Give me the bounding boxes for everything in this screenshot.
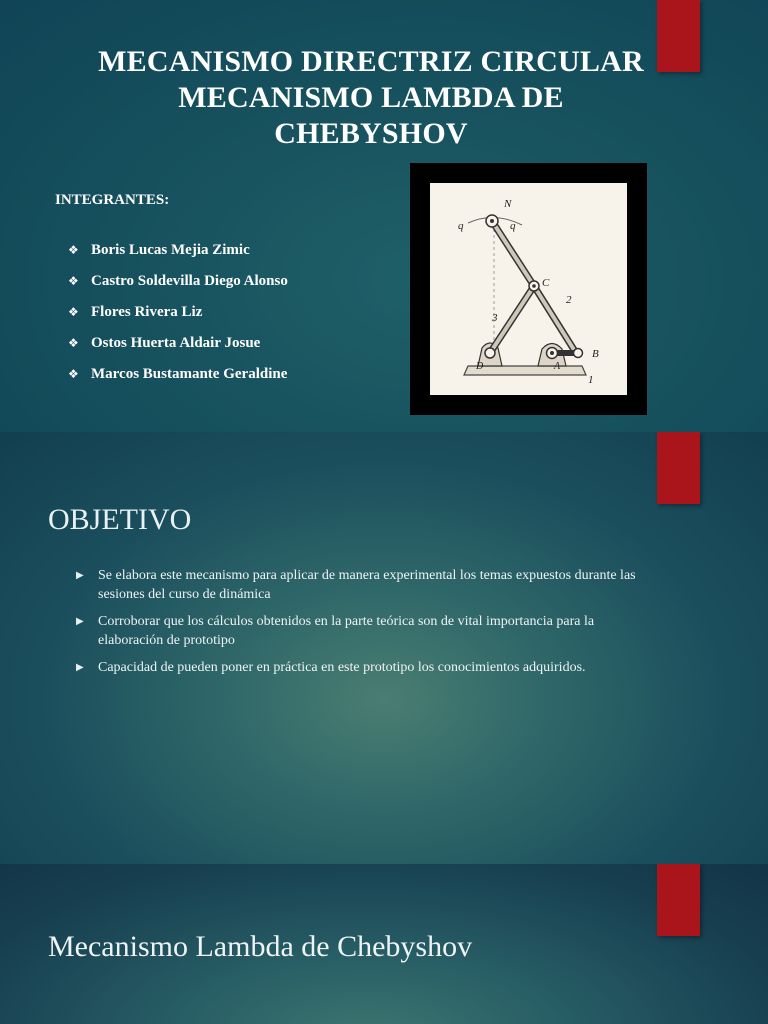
triangle-bullet-icon: ▶ xyxy=(76,616,84,627)
objective-text: Se elabora este mecanismo para aplicar de manera experimental los temas expuestos durante las sesiones del curso de dinámica xyxy=(98,568,636,602)
mechanism-figure-frame xyxy=(410,163,647,415)
red-accent-bar xyxy=(657,864,700,936)
label-3: 3 xyxy=(492,312,498,324)
list-item xyxy=(68,301,288,332)
title-line: MECANISMO LAMBDA DE xyxy=(178,81,564,114)
joint-b xyxy=(574,349,583,358)
objetivo-title: OBJETIVO xyxy=(48,503,192,536)
list-item xyxy=(76,612,636,650)
triangle-bullet-icon: ▶ xyxy=(76,570,84,581)
member-name: Boris Lucas Mejia Zimic xyxy=(91,242,250,258)
integrantes-label: INTEGRANTES: xyxy=(55,192,170,208)
list-item xyxy=(76,658,636,677)
slide-title xyxy=(0,0,768,432)
diamond-bullet-icon: ❖ xyxy=(68,274,79,288)
diamond-bullet-icon: ❖ xyxy=(68,367,79,381)
label-a: A xyxy=(554,361,561,372)
joint-a-center xyxy=(550,351,554,355)
list-item xyxy=(68,239,288,270)
member-name: Castro Soldevilla Diego Alonso xyxy=(91,273,288,289)
objectives-list xyxy=(76,566,636,685)
joint-c-center xyxy=(532,284,536,288)
joint-d xyxy=(485,348,495,358)
member-name: Marcos Bustamante Geraldine xyxy=(91,366,288,382)
list-item xyxy=(68,270,288,301)
label-c: C xyxy=(542,277,550,289)
label-d: D xyxy=(476,361,484,372)
member-name: Flores Rivera Liz xyxy=(91,304,203,320)
red-accent-bar xyxy=(657,432,700,504)
title-line: CHEBYSHOV xyxy=(274,117,468,150)
label-b: B xyxy=(592,348,599,360)
member-name: Ostos Huerta Aldair Josue xyxy=(91,335,261,351)
label-2: 2 xyxy=(566,294,572,306)
list-item xyxy=(76,566,636,604)
label-n: N xyxy=(504,198,512,210)
slide-mecanismo-lambda xyxy=(0,864,768,1024)
slide-title-heading xyxy=(40,44,702,152)
diamond-bullet-icon: ❖ xyxy=(68,305,79,319)
list-item xyxy=(68,363,288,394)
diamond-bullet-icon: ❖ xyxy=(68,336,79,350)
chebyshev-lambda-diagram xyxy=(430,183,627,395)
objective-text: Corroborar que los cálculos obtenidos en la parte teórica son de vital importancia para la elaboración de prototipo xyxy=(98,614,595,648)
triangle-bullet-icon: ▶ xyxy=(76,662,84,673)
diamond-bullet-icon: ❖ xyxy=(68,243,79,257)
title-line: MECANISMO DIRECTRIZ CIRCULAR xyxy=(98,45,644,78)
joint-n-center xyxy=(490,219,494,223)
slide3-title: Mecanismo Lambda de Chebyshov xyxy=(48,930,473,963)
slide-objetivo xyxy=(0,432,768,864)
mechanism-figure xyxy=(430,183,627,395)
label-q-left: q xyxy=(458,220,464,232)
label-1: 1 xyxy=(588,374,594,386)
members-list xyxy=(68,239,288,394)
list-item xyxy=(68,332,288,363)
label-q-right: q xyxy=(510,220,516,232)
objective-text: Capacidad de pueden poner en práctica en este prototipo los conocimientos adquiridos. xyxy=(98,660,586,675)
